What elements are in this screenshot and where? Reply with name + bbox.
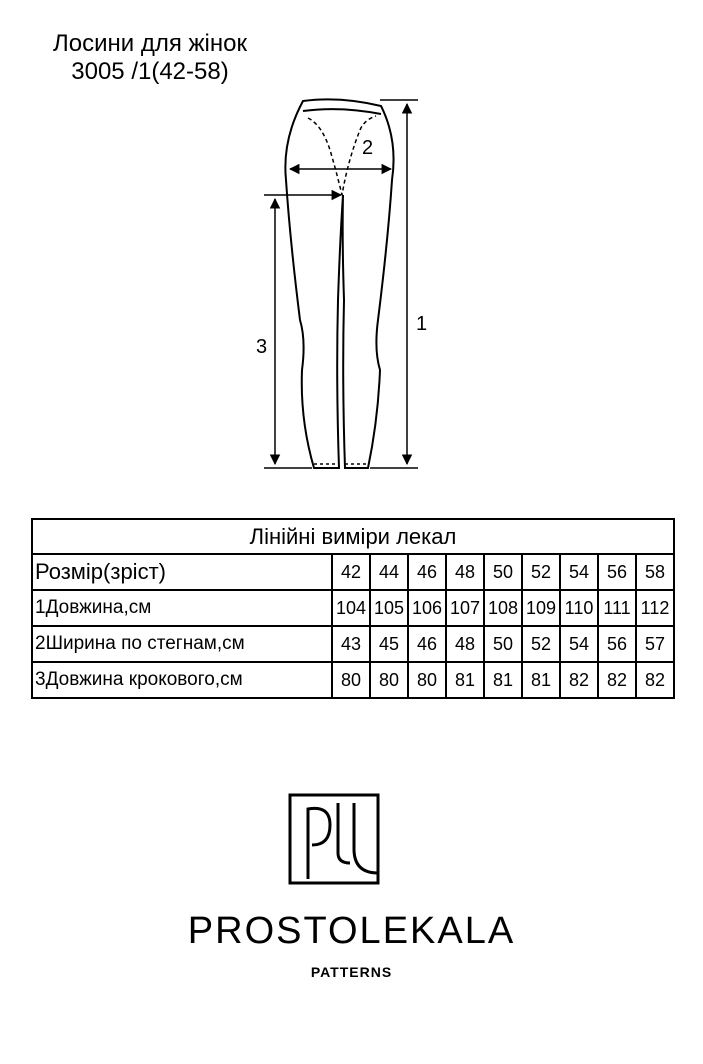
size-cell: 56: [598, 554, 636, 590]
table-cell: 82: [598, 662, 636, 698]
table-cell: 45: [370, 626, 408, 662]
table-cell: 57: [636, 626, 674, 662]
title-line-1: Лосини для жінок: [53, 30, 247, 57]
brand-name: PROSTOLEKALA: [187, 910, 516, 952]
size-cell: 44: [370, 554, 408, 590]
size-cell: 52: [522, 554, 560, 590]
row-label-length: 1Довжина,см: [32, 590, 332, 626]
table-cell: 81: [446, 662, 484, 698]
table-cell: 80: [370, 662, 408, 698]
brand-tagline: PATTERNS: [310, 964, 393, 980]
row-label-inseam: 3Довжина крокового,см: [32, 662, 332, 698]
table-row: [32, 662, 674, 698]
table-title: Лінійні виміри лекал: [32, 519, 674, 554]
table-cell: 56: [598, 626, 636, 662]
table-cell: 43: [332, 626, 370, 662]
table-cell: 54: [560, 626, 598, 662]
table-cell: 52: [522, 626, 560, 662]
leggings-outline: [285, 99, 393, 468]
row-label-hip-width: 2Ширина по стегнам,см: [32, 626, 332, 662]
size-cell: 48: [446, 554, 484, 590]
size-label: Розмір(зріст): [32, 554, 332, 590]
size-cell: 58: [636, 554, 674, 590]
table-cell: 107: [446, 590, 484, 626]
measurements-table: [31, 518, 675, 699]
table-cell: 48: [446, 626, 484, 662]
label-hip-width: 2: [362, 137, 374, 159]
table-cell: 82: [560, 662, 598, 698]
table-cell: 108: [484, 590, 522, 626]
brand-logo-icon: [288, 793, 380, 885]
table-row: [32, 626, 674, 662]
table-cell: 82: [636, 662, 674, 698]
table-cell: 81: [484, 662, 522, 698]
table-cell: 104: [332, 590, 370, 626]
table-cell: 46: [408, 626, 446, 662]
label-inseam: 3: [256, 336, 268, 358]
table-cell: 50: [484, 626, 522, 662]
table-cell: 111: [598, 590, 636, 626]
size-cell: 50: [484, 554, 522, 590]
table-cell: 81: [522, 662, 560, 698]
title-line-2: 3005 /1(42-58): [71, 58, 229, 85]
size-cell: 42: [332, 554, 370, 590]
table-row: [32, 590, 674, 626]
table-cell: 80: [408, 662, 446, 698]
table-cell: 106: [408, 590, 446, 626]
label-length: 1: [416, 313, 428, 335]
table-row-sizes: [32, 554, 674, 590]
leggings-diagram: [0, 0, 703, 500]
table-cell: 80: [332, 662, 370, 698]
table-cell: 112: [636, 590, 674, 626]
size-cell: 46: [408, 554, 446, 590]
table-cell: 110: [560, 590, 598, 626]
size-cell: 54: [560, 554, 598, 590]
table-cell: 109: [522, 590, 560, 626]
table-cell: 105: [370, 590, 408, 626]
